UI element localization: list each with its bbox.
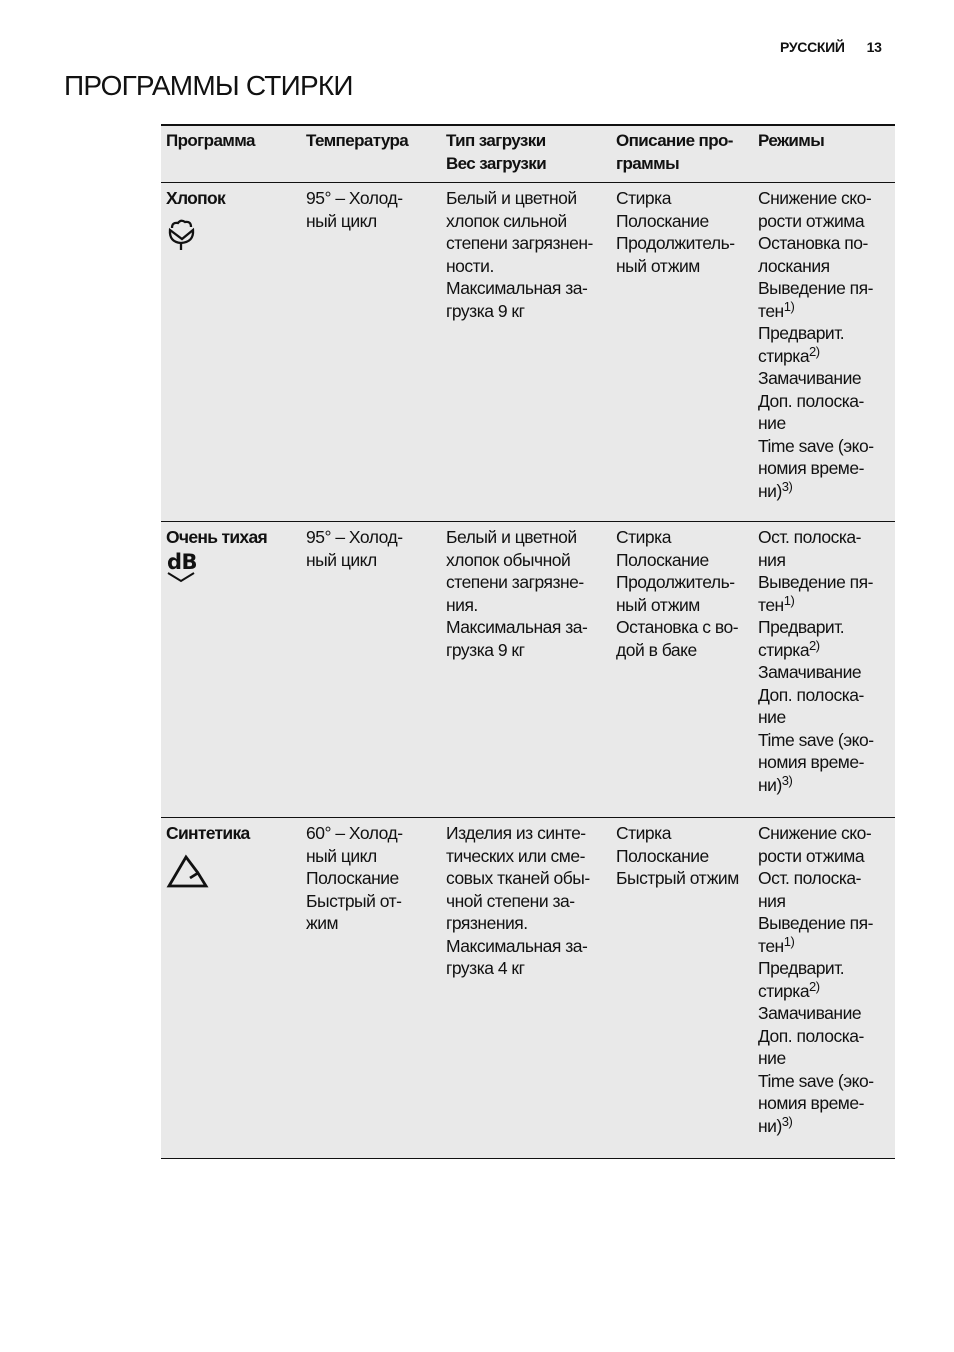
cell-line: Максимальная за- bbox=[446, 935, 588, 956]
temperature-cell bbox=[301, 818, 441, 1158]
cell-line: Максимальная за- bbox=[446, 617, 588, 637]
cell-line bbox=[758, 594, 891, 617]
temperature-cell bbox=[301, 183, 441, 521]
description-cell bbox=[611, 818, 753, 1158]
table-row bbox=[161, 818, 895, 1158]
cell-line: Стирка bbox=[616, 527, 671, 547]
cell-line bbox=[758, 774, 891, 797]
cell-line: ния bbox=[758, 549, 786, 570]
cell-line: Time save (эко- bbox=[758, 1070, 874, 1091]
cell-line: Быстрый отжим bbox=[616, 868, 739, 888]
table-row bbox=[161, 183, 895, 522]
table-row bbox=[161, 522, 895, 818]
cell-line: Доп. полоска- bbox=[758, 684, 864, 705]
footnote-ref: 3) bbox=[781, 1113, 793, 1129]
cell-line: Предварит. bbox=[758, 323, 845, 343]
cell-line: Замачивание bbox=[758, 368, 862, 388]
svg-text:dB: dB bbox=[167, 549, 198, 574]
cell-line: Снижение ско- bbox=[758, 188, 872, 208]
cell-line: ности. bbox=[446, 255, 494, 276]
cell-line: Доп. полоска- bbox=[758, 1025, 864, 1046]
cell-line: Остановка с во- bbox=[616, 617, 739, 637]
cell-line: Максимальная за- bbox=[446, 278, 588, 298]
cell-line: Полоскание bbox=[616, 845, 709, 866]
cell-line: Стирка bbox=[616, 188, 671, 208]
cell-line: дой в баке bbox=[616, 639, 697, 660]
language-label: РУССКИЙ bbox=[780, 39, 845, 55]
column-header bbox=[753, 126, 895, 182]
page-header bbox=[780, 39, 882, 55]
cell-line: Изделия из синте- bbox=[446, 823, 586, 843]
cotton-icon bbox=[166, 218, 297, 258]
cell-line: грузка 9 кг bbox=[446, 639, 525, 660]
cell-line: рости отжима bbox=[758, 210, 865, 231]
cell-line: рости отжима bbox=[758, 845, 865, 866]
cell-line: хлопок обычной bbox=[446, 549, 571, 570]
cell-line: Выведение пя- bbox=[758, 278, 873, 298]
program-cell bbox=[161, 183, 301, 521]
line-text: тен bbox=[758, 935, 784, 956]
description-cell bbox=[611, 183, 753, 521]
synthetics-icon bbox=[166, 853, 297, 895]
line-text: тен bbox=[758, 300, 784, 321]
cell-line bbox=[758, 639, 891, 662]
cell-line: Time save (эко- bbox=[758, 435, 874, 456]
cell-line: Режимы bbox=[758, 131, 825, 150]
cell-line: совых тканей обы- bbox=[446, 868, 590, 888]
load-cell bbox=[441, 183, 611, 521]
column-header bbox=[301, 126, 441, 182]
cell-line: Ост. полоска- bbox=[758, 868, 861, 888]
programs-table bbox=[161, 124, 895, 1159]
footnote-ref: 2) bbox=[809, 637, 820, 653]
program-cell bbox=[161, 522, 301, 817]
cell-line: ный цикл bbox=[306, 845, 377, 866]
cell-line: грузка 9 кг bbox=[446, 300, 525, 321]
options-cell bbox=[753, 183, 895, 521]
cell-line bbox=[758, 1115, 891, 1138]
cell-line: Быстрый от- bbox=[306, 890, 402, 911]
cell-line: граммы bbox=[616, 153, 679, 173]
cell-line: Стирка bbox=[616, 823, 671, 843]
footnote-ref: 1) bbox=[783, 592, 795, 608]
cell-line: жим bbox=[306, 913, 339, 933]
footnote-ref: 2) bbox=[809, 343, 820, 359]
cell-line bbox=[758, 480, 891, 503]
table-header-row bbox=[161, 126, 895, 183]
cell-line: ние bbox=[758, 413, 786, 433]
cell-line: Описание про- bbox=[616, 131, 733, 150]
db-quiet-icon bbox=[166, 549, 297, 591]
line-text: тен bbox=[758, 594, 784, 615]
column-header bbox=[161, 126, 301, 182]
cell-line: Выведение пя- bbox=[758, 913, 873, 933]
line-text: стирка bbox=[758, 980, 810, 1001]
cell-line: 95° – Холод- bbox=[306, 527, 403, 547]
footnote-ref: 1) bbox=[783, 933, 795, 949]
cell-line: степени загрязне- bbox=[446, 572, 584, 592]
load-cell bbox=[441, 522, 611, 817]
cell-line: номия време- bbox=[758, 752, 864, 772]
cell-line: Ост. полоска- bbox=[758, 527, 861, 547]
line-text: стирка bbox=[758, 345, 810, 366]
cell-line: ный отжим bbox=[616, 594, 700, 615]
cell-line bbox=[758, 345, 891, 368]
footnote-ref: 3) bbox=[781, 772, 793, 788]
cell-line: ный цикл bbox=[306, 549, 377, 570]
cell-line: Выведение пя- bbox=[758, 572, 873, 592]
cell-line: Предварит. bbox=[758, 617, 845, 637]
cell-line: Time save (эко- bbox=[758, 729, 874, 750]
cell-line: степени загрязнен- bbox=[446, 233, 593, 253]
cell-line: лоскания bbox=[758, 255, 830, 276]
cell-line: тических или сме- bbox=[446, 845, 585, 866]
footnote-ref: 1) bbox=[783, 298, 795, 314]
cell-line: Предварит. bbox=[758, 958, 845, 978]
line-text: ни) bbox=[758, 774, 782, 795]
page-number: 13 bbox=[866, 39, 882, 55]
line-text: ни) bbox=[758, 1115, 782, 1136]
cell-line: Продолжитель- bbox=[616, 233, 735, 253]
cell-line: Белый и цветной bbox=[446, 188, 577, 208]
cell-line: Полоскание bbox=[616, 549, 709, 570]
cell-line: Продолжитель- bbox=[616, 572, 735, 592]
line-text: стирка bbox=[758, 639, 810, 660]
cell-line: Полоскание bbox=[306, 868, 399, 888]
cell-line: номия време- bbox=[758, 458, 864, 478]
column-header bbox=[611, 126, 753, 182]
line-text: ни) bbox=[758, 480, 782, 501]
program-name: Синтетика bbox=[166, 823, 250, 843]
cell-line bbox=[758, 935, 891, 958]
load-cell bbox=[441, 818, 611, 1158]
cell-line: 95° – Холод- bbox=[306, 188, 403, 208]
cell-line: Полоскание bbox=[616, 210, 709, 231]
cell-line: Программа bbox=[166, 131, 255, 150]
cell-line: грязнения. bbox=[446, 913, 528, 933]
temperature-cell bbox=[301, 522, 441, 817]
footnote-ref: 3) bbox=[781, 478, 793, 494]
cell-line: Доп. полоска- bbox=[758, 390, 864, 411]
cell-line: 60° – Холод- bbox=[306, 823, 403, 843]
cell-line: Снижение ско- bbox=[758, 823, 872, 843]
cell-line: Тип загрузки bbox=[446, 131, 546, 150]
cell-line: Замачивание bbox=[758, 1003, 862, 1023]
column-header bbox=[441, 126, 611, 182]
cell-line: Замачивание bbox=[758, 662, 862, 682]
cell-line: ние bbox=[758, 1048, 786, 1068]
program-name: Хлопок bbox=[166, 188, 226, 208]
options-cell bbox=[753, 522, 895, 817]
cell-line: Температура bbox=[306, 131, 409, 150]
program-cell bbox=[161, 818, 301, 1158]
options-cell bbox=[753, 818, 895, 1158]
cell-line: номия време- bbox=[758, 1093, 864, 1113]
cell-line: чной степени за- bbox=[446, 890, 575, 911]
cell-line: ный отжим bbox=[616, 255, 700, 276]
cell-line: Вес загрузки bbox=[446, 153, 547, 173]
description-cell bbox=[611, 522, 753, 817]
cell-line: ния bbox=[758, 890, 786, 911]
page-title: ПРОГРАММЫ СТИРКИ bbox=[64, 70, 353, 101]
program-name: Очень тихая bbox=[166, 527, 267, 547]
cell-line: ный цикл bbox=[306, 210, 377, 231]
cell-line: Белый и цветной bbox=[446, 527, 577, 547]
cell-line: хлопок сильной bbox=[446, 210, 567, 231]
cell-line bbox=[758, 980, 891, 1003]
cell-line: ния. bbox=[446, 594, 478, 615]
cell-line: ние bbox=[758, 707, 786, 727]
footnote-ref: 2) bbox=[809, 978, 820, 994]
cell-line bbox=[758, 300, 891, 323]
cell-line: Остановка по- bbox=[758, 233, 868, 253]
cell-line: грузка 4 кг bbox=[446, 958, 525, 978]
